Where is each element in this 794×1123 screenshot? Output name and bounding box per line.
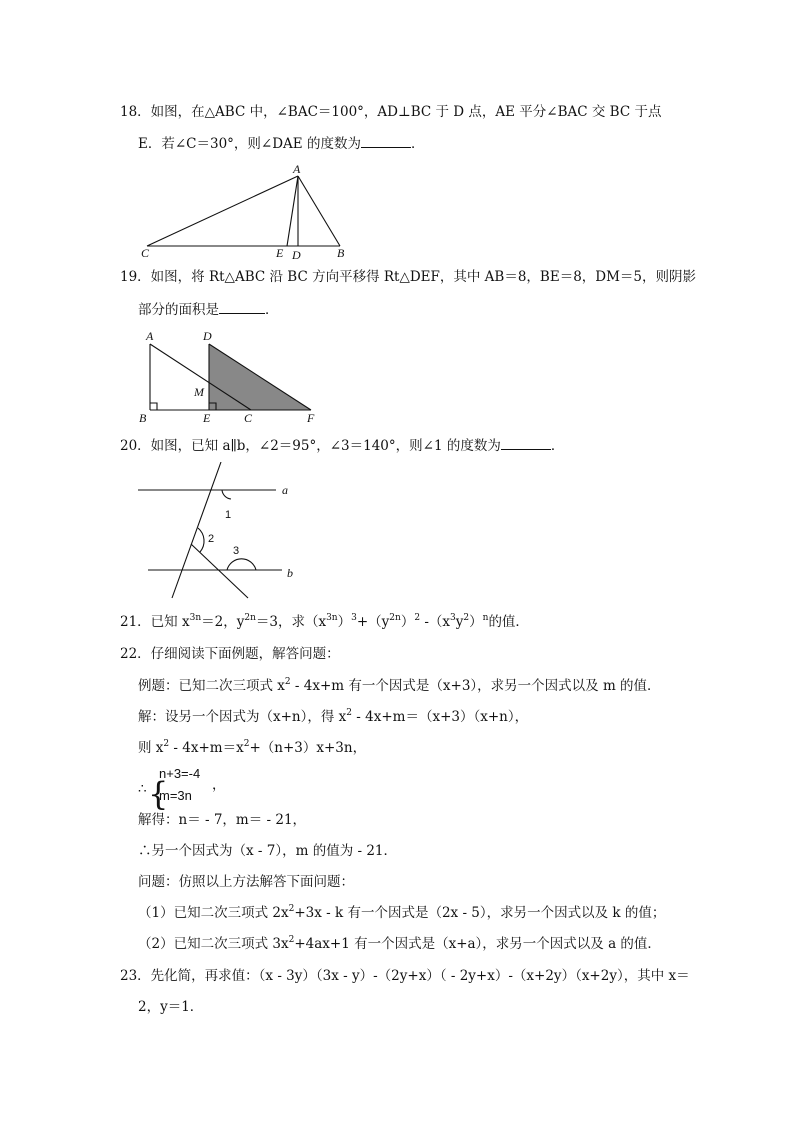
q18-figure [130, 160, 360, 264]
right-angle-B [150, 403, 157, 410]
label-M: M [194, 385, 204, 399]
segment-AE [287, 176, 298, 246]
q23-line2: 2，y＝1． [138, 999, 204, 1015]
q21-line: 21．已知 $x^{3n}=2$，$y^{2n}=3$，求$(x^{3n})^3+(y^{2n})^2$ $-(x^3y^2)^n$的值． [120, 613, 529, 630]
q22-part-2: （2）已知二次三项式 $3x^2+4ax+1$ 有一个因式是（x+a），求另一个因式以及 a 的值． [138, 935, 661, 952]
system-brace: { [148, 775, 169, 813]
label-E: E [276, 246, 284, 260]
q22-title: 22．仔细阅读下面例题，解答问题： [120, 646, 340, 662]
answer-blank [219, 299, 265, 314]
label-angle-1: 1 [225, 509, 232, 521]
label-b: b [287, 566, 293, 580]
q20-line1: 20．如图，已知 a∥b，∠2＝95°，∠3＝140°，则∠1 的度数为 ． [120, 435, 564, 456]
system-end: ， [212, 777, 226, 793]
label-F: F [307, 411, 315, 425]
label-angle-2: 2 [208, 533, 215, 545]
q22-then: 则 $x^2 - 4x+m=x^2+(n+3)x+3n$， [138, 739, 367, 756]
answer-blank [361, 133, 411, 148]
q19-line2: 部分的面积是 ． [138, 299, 279, 320]
label-A: A [293, 162, 301, 176]
label-a: a [282, 483, 288, 497]
label-B: B [337, 246, 345, 260]
answer-blank [501, 435, 551, 450]
label-E: E [203, 411, 211, 425]
angle-3-arc [227, 559, 256, 570]
q19-figure [135, 328, 325, 426]
therefore-symbol: ∴ [138, 781, 147, 797]
transversal [172, 462, 221, 598]
system-eq-1: n+3=-4 [159, 766, 201, 781]
label-angle-3: 3 [233, 545, 240, 557]
q22-solve: 解得：n＝ - 7，m＝ - 21， [138, 812, 307, 828]
q20-figure [130, 462, 310, 602]
q23-line1: 23．先化简，再求值：（x - 3y）（3x - y）-（2y+x）（ - 2y+x）-（x+2y）（x+2y），其中 x＝ [120, 968, 690, 984]
q22-example: 例题：已知二次三项式 $x^2 - 4x+m$ 有一个因式是（x+3），求另一个因式以及 m 的值． [138, 677, 661, 694]
system-eq-2: m=3n [159, 788, 192, 803]
q22-solution: 解：设另一个因式为（x+n），得 $x^2 - 4x+m=(x+3)(x+n)$， [138, 708, 529, 725]
label-A: A [146, 329, 154, 343]
angle-2-arc [198, 528, 204, 552]
q22-conclusion: ∴另一个因式为（x - 7），m 的值为 - 21． [138, 843, 398, 859]
segment-AB [298, 176, 340, 246]
label-B: B [139, 411, 147, 425]
label-C: C [244, 411, 253, 425]
q22-part-1: （1）已知二次三项式 $2x^2+3x - k$ 有一个因式是（2x - 5），求另一个因式以及 k 的值； [138, 904, 666, 921]
label-D: D [203, 329, 212, 343]
segment-CA [147, 176, 298, 246]
q19-line1: 19．如图，将 Rt△ABC 沿 BC 方向平移得 Rt△DEF，其中 AB＝8，BE＝8，DM＝5，则阴影 [120, 269, 697, 285]
label-C: C [141, 246, 150, 260]
q18-line1: 18．如图，在△ABC 中，∠BAC＝100°，AD⊥BC 于 D 点，AE 平分∠BAC 交 BC 于点 [120, 104, 662, 120]
ray-from-vertex [191, 544, 248, 598]
q18-line2: E．若∠C＝30°，则∠DAE 的度数为 ． [138, 133, 424, 154]
q22-problem: 问题：仿照以上方法解答下面问题： [138, 874, 354, 890]
angle-1-arc [222, 490, 231, 499]
label-D: D [292, 248, 301, 262]
